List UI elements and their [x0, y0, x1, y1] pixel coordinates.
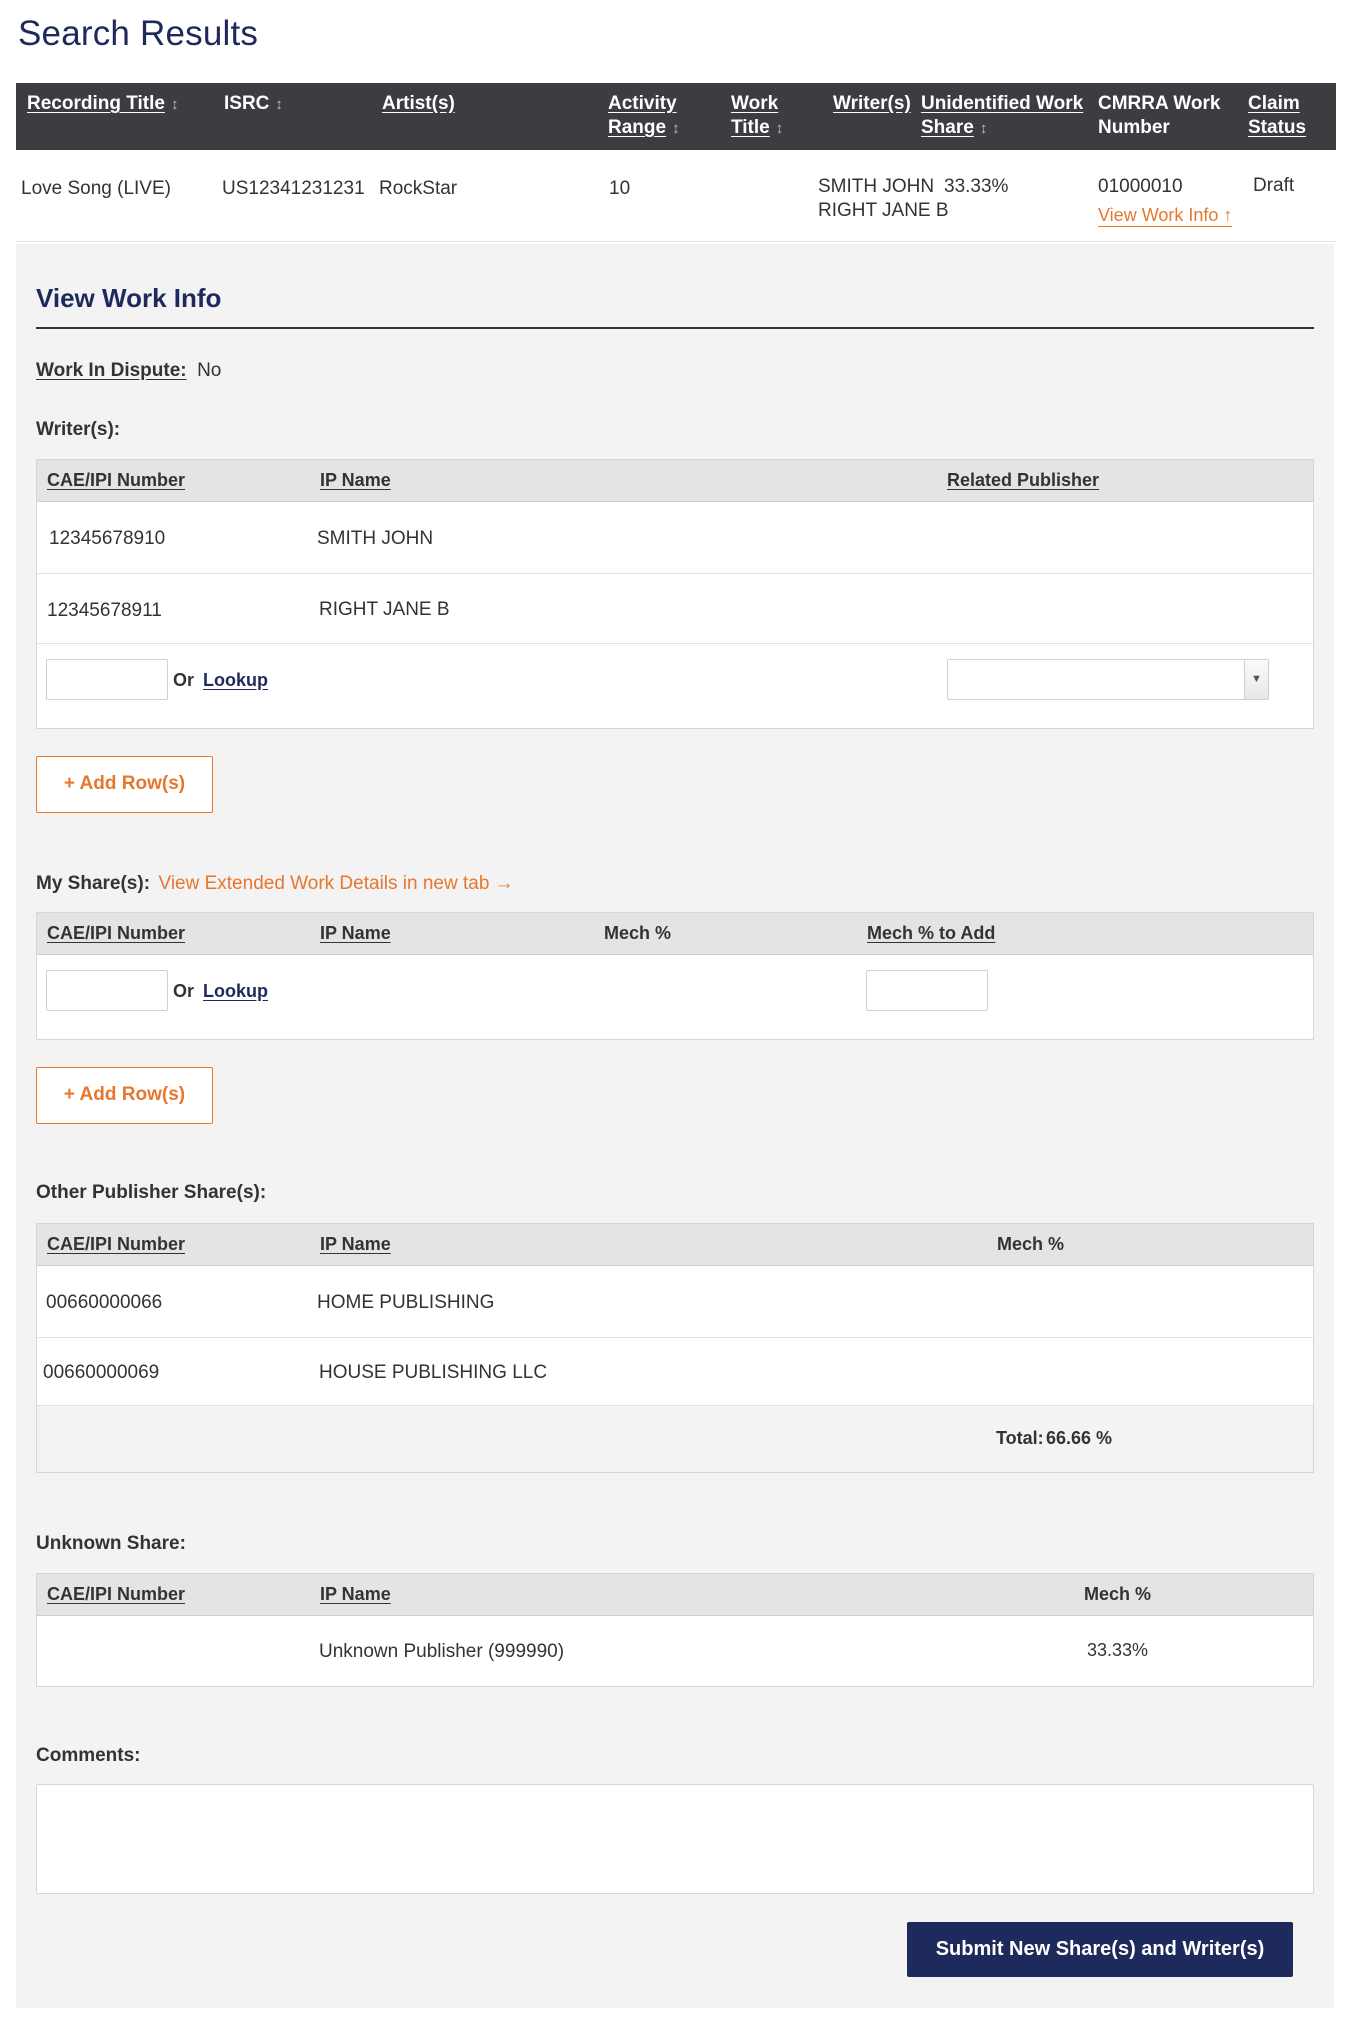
recording-title-cell: Love Song (LIVE): [21, 178, 171, 199]
lookup-link[interactable]: Lookup: [203, 670, 268, 690]
table-header: CAE/IPI Number IP Name Mech %: [37, 1224, 1313, 1266]
submit-button[interactable]: Submit New Share(s) and Writer(s): [907, 1922, 1293, 1977]
total-row: Total: 66.66 %: [37, 1406, 1313, 1472]
other-publishers-label: Other Publisher Share(s):: [36, 1182, 267, 1203]
view-extended-details-link[interactable]: View Extended Work Details in new tab →: [158, 873, 514, 894]
mech-to-add-input[interactable]: [866, 970, 988, 1011]
writers-cell: SMITH JOHN RIGHT JANE B: [818, 176, 949, 221]
results-table-header: [16, 83, 1336, 150]
col-work-title[interactable]: Work Title ↕: [731, 93, 784, 138]
comments-label: Comments:: [36, 1745, 141, 1766]
work-info-title: View Work Info: [36, 283, 222, 313]
sort-icon[interactable]: ↕: [979, 120, 988, 137]
table-row-input: Or Lookup ▼: [37, 644, 1313, 728]
activity-range-cell: 10: [609, 178, 631, 199]
table-row: 00660000069 HOUSE PUBLISHING LLC: [37, 1338, 1313, 1406]
table-header: CAE/IPI Number IP Name Mech % Mech % to Add: [37, 913, 1313, 955]
table-row: Unknown Publisher (999990) 33.33%: [319, 1640, 1149, 1662]
cae-ipi-input[interactable]: [46, 659, 168, 700]
arrow-up-icon: ↑: [1223, 205, 1233, 225]
table-header: CAE/IPI Number IP Name Related Publisher: [37, 460, 1313, 502]
table-row: [16, 150, 1336, 242]
my-shares-table: [36, 912, 1314, 1040]
claim-status-cell: Draft: [1253, 175, 1295, 196]
cmrra-work-number-cell: 01000010: [1098, 176, 1183, 197]
sort-icon[interactable]: ↕: [275, 96, 283, 113]
comments-textarea[interactable]: [36, 1784, 1314, 1894]
other-publishers-table: [36, 1223, 1314, 1473]
lookup-link[interactable]: Lookup: [203, 981, 268, 1001]
my-shares-header: My Share(s): View Extended Work Details in new tab →: [36, 873, 514, 894]
table-row: 12345678910 SMITH JOHN: [37, 502, 1313, 574]
writers-table: [36, 459, 1314, 729]
chevron-down-icon: ▼: [1244, 660, 1268, 699]
work-in-dispute: Work In Dispute: No: [36, 360, 222, 381]
table-row: 00660000066 HOME PUBLISHING: [37, 1266, 1313, 1338]
col-claim-status[interactable]: Claim Status: [1248, 93, 1307, 138]
divider: [36, 327, 1314, 329]
col-unidentified-share[interactable]: Unidentified Work Share ↕: [921, 93, 1084, 138]
col-isrc[interactable]: ISRC ↕: [224, 93, 283, 114]
writers-label: Writer(s):: [36, 419, 121, 440]
table-row-input: Or Lookup: [37, 955, 1313, 1039]
unidentified-share-cell: 33.33%: [944, 176, 1009, 197]
col-activity-range[interactable]: Activity Range ↕: [608, 93, 680, 138]
col-cmrra-work-number: CMRRA Work Number: [1098, 93, 1221, 138]
unknown-share-table: [36, 1573, 1314, 1687]
add-row-button[interactable]: + Add Row(s): [36, 1067, 213, 1124]
col-recording-title[interactable]: Recording Title ↕: [27, 93, 179, 114]
cae-ipi-input[interactable]: [46, 970, 168, 1011]
sort-icon[interactable]: ↕: [775, 120, 784, 137]
table-header: CAE/IPI Number IP Name Mech %: [37, 1574, 1313, 1616]
unknown-share-label: Unknown Share:: [36, 1533, 186, 1554]
col-artists[interactable]: Artist(s): [382, 93, 455, 114]
isrc-cell: US12341231231: [222, 178, 365, 199]
add-row-button[interactable]: + Add Row(s): [36, 756, 213, 813]
view-work-info-link[interactable]: View Work Info ↑: [1098, 205, 1233, 225]
related-publisher-select[interactable]: [947, 659, 1269, 700]
sort-icon[interactable]: ↕: [170, 96, 179, 113]
sort-icon[interactable]: ↕: [672, 120, 680, 137]
page-title: Search Results: [18, 14, 259, 53]
col-writers[interactable]: Writer(s): [833, 93, 911, 114]
artist-cell: RockStar: [379, 178, 458, 199]
table-row: 12345678911 RIGHT JANE B: [37, 574, 1313, 644]
